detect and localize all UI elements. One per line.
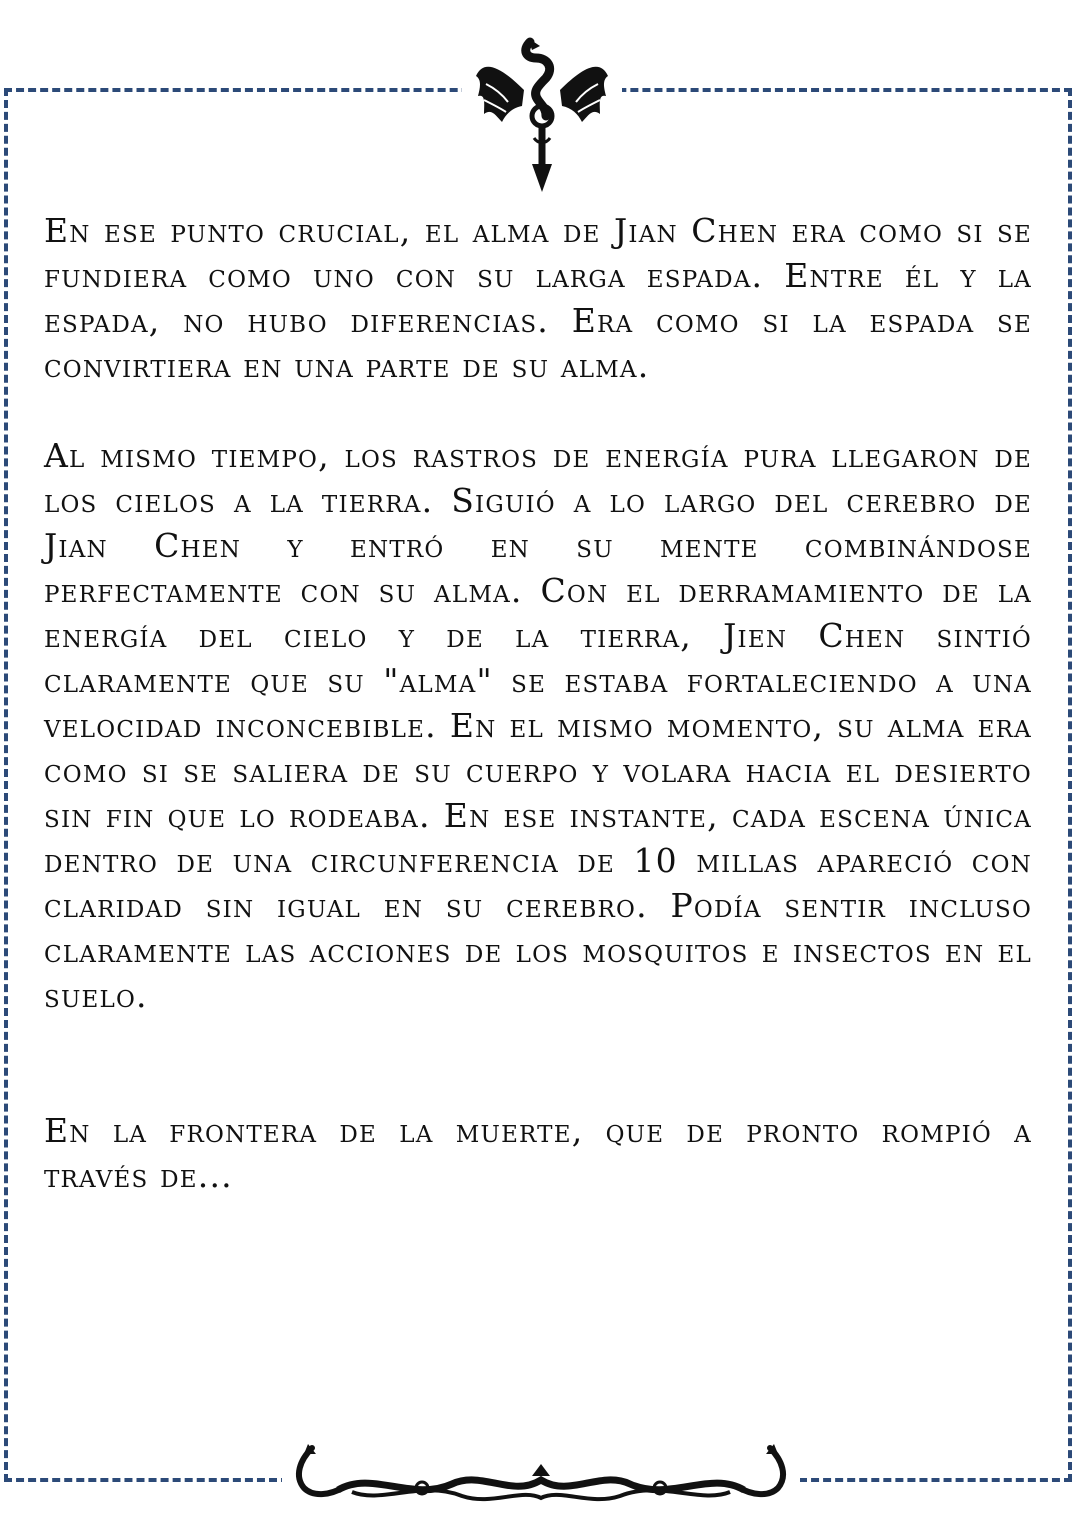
story-text <box>44 208 1032 1198</box>
paragraph: En ese punto crucial, el alma de Jian Chen era como si se fundiera como uno con su larga espada. Entre él y la espada, no hubo diferencias. Era como si la espada se convirtiera en una parte de su alma. <box>44 211 1032 385</box>
paragraph: Al mismo tiempo, los rastros de energía pura llegaron de los cielos a la tierra. Siguió a lo largo del cerebro de Jian Chen y entró en su mente combinándose perfectamente con su alma. Con el derramamiento de la energía del cielo y de la tierra, Jien Chen sintió claramente que su "alma" se estaba fortaleciendo a una velocidad inconcebible. En el mismo momento, su alma era como si se saliera de su cuerpo y volara hacia el desierto sin fin que lo rodeaba. En ese instante, cada escena única dentro de una circunferencia de 10 millas apareció con claridad sin igual en su cerebro. Podía sentir incluso claramente las acciones de los mosquitos e insectos en el suelo. <box>44 436 1032 1015</box>
paragraph: En la frontera de la muerte, que de pronto rompió a través de... <box>44 1111 1032 1195</box>
dragon-emblem-icon <box>462 28 622 198</box>
tribal-ornament-icon <box>282 1440 800 1510</box>
